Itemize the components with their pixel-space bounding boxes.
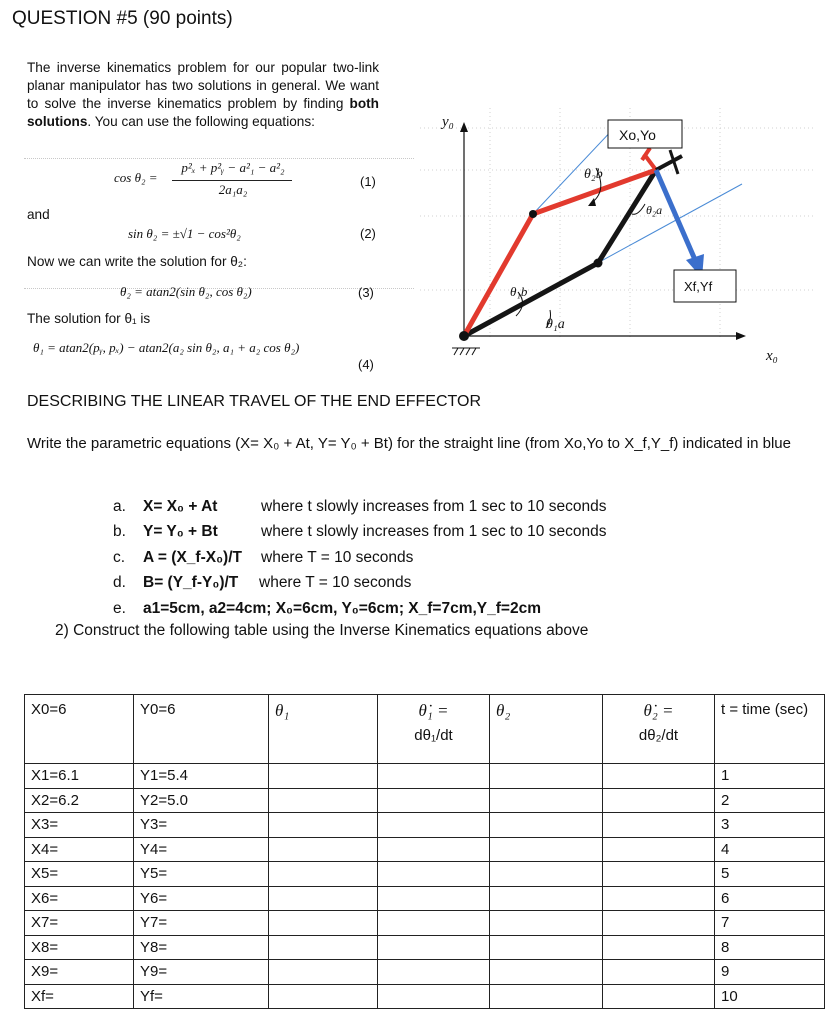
list-item [113, 596, 606, 622]
list-key: a. [113, 497, 126, 515]
theta2-rate-cell [603, 788, 715, 813]
list-formula: X= X₀ + At [143, 497, 218, 515]
x-cell: X4= [25, 837, 134, 862]
eq1-numerator: p²ₓ + p²ᵧ − a²₁ − a²₂ [181, 160, 285, 175]
y-axis-arrow [460, 122, 468, 132]
x-cell: X1=6.1 [25, 764, 134, 789]
base-joint [459, 331, 469, 341]
header-time: t = time (sec) [715, 695, 825, 764]
theta1a-label: θ₁a [546, 317, 565, 332]
theta1-cell [269, 984, 378, 1009]
eq1-denominator: 2a₁a₂ [218, 182, 248, 197]
x-cell: X6= [25, 886, 134, 911]
theta1b-label: θ₁b [510, 284, 528, 299]
table-instruction: 2) Construct the following table using the Inverse Kinematics equations above [55, 622, 589, 639]
header-theta2: θ₂ [490, 695, 603, 764]
list-formula: B= (Y_f-Y₀)/T [143, 574, 239, 592]
theta1-cell [269, 837, 378, 862]
time-cell: 4 [715, 837, 825, 862]
theta1-cell [269, 911, 378, 936]
theta1-rate-cell [378, 960, 490, 985]
theta2-rate-cell [603, 837, 715, 862]
theta2-cell [490, 813, 603, 838]
list-key: d. [113, 574, 126, 592]
y-cell: Y3= [134, 813, 269, 838]
table-row [25, 960, 825, 985]
table-header-row [25, 695, 825, 764]
list-key: e. [113, 599, 126, 617]
theta2-rate-cell [603, 935, 715, 960]
table-row [25, 788, 825, 813]
theta1-rate-cell [378, 984, 490, 1009]
time-cell: 1 [715, 764, 825, 789]
theta2-cell [490, 984, 603, 1009]
theta2-cell [490, 837, 603, 862]
table-body [25, 764, 825, 1009]
table-row [25, 935, 825, 960]
end-label: Xf,Yf [684, 279, 713, 294]
y-cell: Y9= [134, 960, 269, 985]
time-cell: 3 [715, 813, 825, 838]
theta2-dot-label: θ̇₂ = [643, 701, 674, 720]
theta2-rate-cell [603, 813, 715, 838]
theta1-rate-cell [378, 935, 490, 960]
y-cell: Y1=5.4 [134, 764, 269, 789]
intro-text-1: The inverse kinematics problem for our popular two-link planar manipulator has two solutions in general. We want to solve the inverse kinematics problem by finding [27, 60, 379, 111]
list-note: where T = 10 seconds [259, 574, 412, 592]
eq1-number: (1) [360, 174, 376, 189]
ground-hatch [452, 348, 480, 355]
x-cell: X2=6.2 [25, 788, 134, 813]
eq4-number: (4) [358, 357, 374, 372]
theta1-rate-cell [378, 862, 490, 887]
elbow-joint-black [594, 259, 603, 268]
time-cell: 7 [715, 911, 825, 936]
header-y0: Y0=6 [134, 695, 269, 764]
parametric-list [113, 494, 606, 622]
theta2b-label: θ₂b [584, 167, 603, 182]
list-formula: Y= Y₀ + Bt [143, 523, 218, 541]
header-theta1: θ₁ [269, 695, 378, 764]
table-row [25, 764, 825, 789]
elbow-joint-red [529, 210, 537, 218]
theta2b-arrow [588, 198, 596, 206]
theta1-cell [269, 788, 378, 813]
theta1-cell [269, 935, 378, 960]
theta2-rate-cell [603, 984, 715, 1009]
theta1-cell [269, 886, 378, 911]
time-cell: 9 [715, 960, 825, 985]
theta2-rate-cell [603, 862, 715, 887]
start-label: Xo,Yo [619, 127, 656, 143]
theta1-rate-cell [378, 911, 490, 936]
theta1-rate-cell [378, 837, 490, 862]
table-row [25, 984, 825, 1009]
theta1-rate-cell [378, 886, 490, 911]
theta1-cell [269, 813, 378, 838]
eq4: θ₁ = atan2(pᵧ, pₓ) − atan2(a₂ sin θ₂, a₁ + a₂ cos θ₂) [33, 340, 300, 355]
dtheta1-dt-label: dθ₁/dt [414, 727, 453, 744]
theta1-rate-cell [378, 788, 490, 813]
table-row [25, 886, 825, 911]
theta1-cell [269, 862, 378, 887]
y-cell: Y2=5.0 [134, 788, 269, 813]
theta2a-label: θ₂a [646, 203, 663, 217]
theta2-cell [490, 764, 603, 789]
theta2-cell [490, 960, 603, 985]
theta1-dot-label: θ̇₁ = [418, 701, 449, 720]
table-row [25, 911, 825, 936]
ik-table [24, 694, 825, 1009]
header-x0: X0=6 [25, 695, 134, 764]
intro-text-2: . You can use the following equations: [87, 114, 315, 129]
header-theta2-dot [603, 695, 715, 764]
now-text: Now we can write the solution for θ₂: [27, 254, 247, 269]
question-title: QUESTION #5 (90 points) [12, 8, 233, 29]
eq2: sin θ₂ = ±√1 − cos²θ₂ [128, 226, 241, 241]
list-formula: a1=5cm, a2=4cm; X₀=6cm, Y₀=6cm; X_f=7cm,Y_f=2cm [143, 599, 542, 617]
time-cell: 10 [715, 984, 825, 1009]
list-note: where t slowly increases from 1 sec to 10 seconds [261, 497, 607, 515]
list-formula: A = (X_f-X₀)/T [143, 548, 242, 566]
x-cell: X3= [25, 813, 134, 838]
time-cell: 2 [715, 788, 825, 813]
y-cell: Y7= [134, 911, 269, 936]
time-cell: 8 [715, 935, 825, 960]
theta2-cell [490, 935, 603, 960]
manipulator-diagram [420, 108, 820, 378]
list-note: where T = 10 seconds [261, 548, 414, 566]
y-cell: Yf= [134, 984, 269, 1009]
y-cell: Y8= [134, 935, 269, 960]
list-key: b. [113, 523, 126, 541]
dtheta2-dt-label: dθ₂/dt [638, 727, 679, 744]
theta1-cell [269, 764, 378, 789]
list-item [113, 494, 606, 520]
theta2-cell [490, 911, 603, 936]
list-item [113, 545, 606, 571]
y-cell: Y5= [134, 862, 269, 887]
x-axis-arrow [736, 332, 746, 340]
list-note: where t slowly increases from 1 sec to 10 seconds [261, 523, 607, 541]
list-item [113, 520, 606, 546]
x-cell: X7= [25, 911, 134, 936]
eq3-number: (3) [358, 285, 374, 300]
fraction-bar [172, 180, 292, 181]
time-cell: 6 [715, 886, 825, 911]
table-row [25, 862, 825, 887]
eq2-number: (2) [360, 226, 376, 241]
list-item [113, 571, 606, 597]
x-axis-label: x₀ [766, 348, 778, 364]
intro-paragraph [27, 59, 379, 131]
section-title: DESCRIBING THE LINEAR TRAVEL OF THE END EFFECTOR [27, 393, 482, 410]
theta1-rate-cell [378, 813, 490, 838]
theta2-cell [490, 886, 603, 911]
instruction-paragraph: Write the parametric equations (X= X₀ + At, Y= Y₀ + Bt) for the straight line (from Xo,Yo to X_f,Y_f) indicated in blue [27, 435, 791, 452]
x-cell: X5= [25, 862, 134, 887]
y-axis-label: y₀ [442, 114, 454, 130]
theta2-rate-cell [603, 911, 715, 936]
and-label: and [27, 207, 50, 222]
y-cell: Y4= [134, 837, 269, 862]
eq3: θ₂ = atan2(sin θ₂, cos θ₂) [120, 284, 252, 299]
x-cell: X9= [25, 960, 134, 985]
table-row [25, 837, 825, 862]
theta2-cell [490, 862, 603, 887]
y-cell: Y6= [134, 886, 269, 911]
list-key: c. [113, 548, 126, 566]
eq1-lhs: cos θ₂ = [114, 170, 158, 185]
header-theta1-dot [378, 695, 490, 764]
theta2-rate-cell [603, 960, 715, 985]
time-cell: 5 [715, 862, 825, 887]
intro-bold: both solutions [27, 96, 379, 129]
x-cell: X8= [25, 935, 134, 960]
theta1-cell [269, 960, 378, 985]
theta2-rate-cell [603, 886, 715, 911]
table-row [25, 813, 825, 838]
theta2-rate-cell [603, 764, 715, 789]
theta1-rate-cell [378, 764, 490, 789]
x-cell: Xf= [25, 984, 134, 1009]
solution-theta1-text: The solution for θ₁ is [27, 311, 151, 326]
theta2-cell [490, 788, 603, 813]
